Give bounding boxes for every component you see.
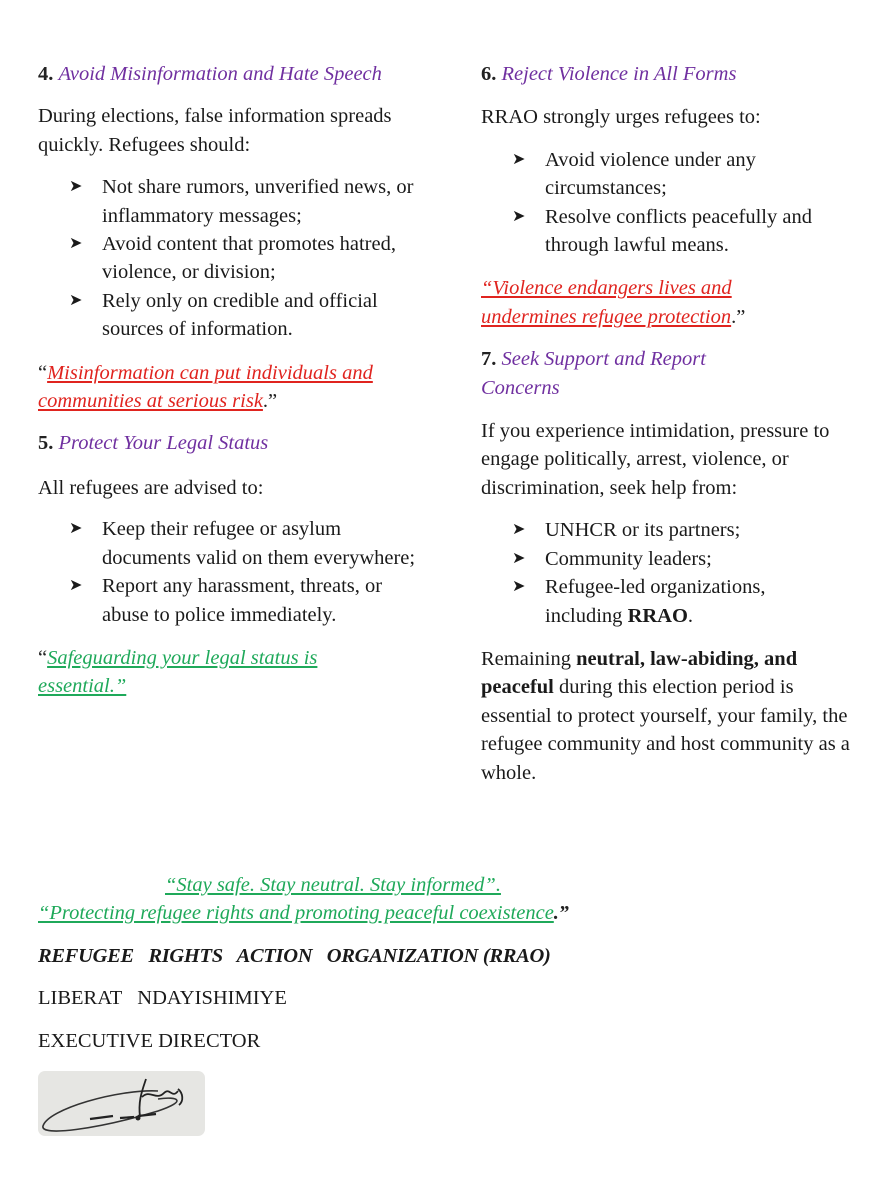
section-4 [38, 60, 423, 415]
list-item: ➤ Avoid violence under any circumstances; [545, 146, 856, 203]
quote: “Misinformation can put individuals and communities at serious risk.” [38, 361, 373, 413]
quote: “Violence endangers lives and undermines refugee protection.” [481, 277, 746, 328]
section-intro: All refugees are advised to: [38, 476, 264, 499]
list-item: ➤ Rely only on credible and official sources of information. [102, 287, 423, 344]
right-column [481, 60, 856, 787]
signatory-name: LIBERAT NDAYISHIMIYE [38, 987, 287, 1010]
list-item: ➤ Avoid content that promotes hatred, violence, or division; [102, 230, 423, 287]
slogan-2: “Protecting refugee rights and promoting peaceful coexistence.” [38, 902, 569, 925]
arrowhead-right-icon: ➤ [69, 577, 83, 595]
left-column [38, 60, 423, 701]
arrowhead-right-icon: ➤ [69, 520, 83, 538]
arrowhead-right-icon: ➤ [512, 578, 526, 596]
list-item: ➤ Community leaders; [545, 545, 856, 573]
list-item: ➤ Report any harassment, threats, or abuse to police immediately. [102, 572, 423, 629]
arrowhead-right-icon: ➤ [69, 291, 83, 309]
section-heading: 5. Protect Your Legal Status [38, 432, 269, 455]
two-column-body [0, 60, 870, 860]
section-5 [38, 429, 423, 700]
section-7 [481, 345, 856, 787]
bullet-list [481, 146, 856, 260]
list-item: ➤ UNHCR or its partners; [545, 516, 856, 544]
arrowhead-right-icon: ➤ [512, 150, 526, 168]
footer [38, 871, 870, 1136]
signatory-role: EXECUTIVE DIRECTOR [38, 1029, 261, 1052]
list-item: ➤ Resolve conflicts peacefully and through lawful means. [545, 203, 856, 260]
section-intro: If you experience intimidation, pressure to engage politically, arrest, violence, or discrimination, seek help from: [481, 420, 830, 499]
arrowhead-right-icon: ➤ [512, 207, 526, 225]
section-6 [481, 60, 856, 331]
signature-icon [38, 1071, 205, 1136]
slogan-1: “Stay safe. Stay neutral. Stay informed”. [165, 874, 501, 896]
bullet-list [38, 515, 423, 629]
arrowhead-right-icon: ➤ [69, 235, 83, 253]
section-heading: 7. Seek Support and Report Concerns [481, 348, 706, 399]
arrowhead-right-icon: ➤ [69, 178, 83, 196]
quote: “Safeguarding your legal status is essential.” [38, 646, 318, 698]
signature-image [38, 1071, 205, 1136]
section-heading: 4. Avoid Misinformation and Hate Speech [38, 63, 382, 85]
section-intro: RRAO strongly urges refugees to: [481, 106, 761, 129]
organization-name: REFUGEE RIGHTS ACTION ORGANIZATION (RRAO) [38, 944, 551, 967]
bullet-list [38, 173, 423, 343]
list-item: ➤ Keep their refugee or asylum documents valid on them everywhere; [102, 515, 423, 572]
arrowhead-right-icon: ➤ [512, 549, 526, 567]
arrowhead-right-icon: ➤ [512, 521, 526, 539]
list-item: ➤ Refugee-led organizations, including RRAO. [545, 573, 835, 630]
bullet-list [481, 516, 856, 630]
list-item: ➤ Not share rumors, unverified news, or inflammatory messages; [102, 173, 423, 230]
section-intro: During elections, false information spreads quickly. Refugees should: [38, 105, 392, 156]
closing-paragraph: Remaining neutral, law-abiding, and peaceful during this election period is essential to protect yourself, your family, the refugee community and host community as a whole. [481, 647, 850, 784]
section-heading: 6. Reject Violence in All Forms [481, 63, 737, 85]
